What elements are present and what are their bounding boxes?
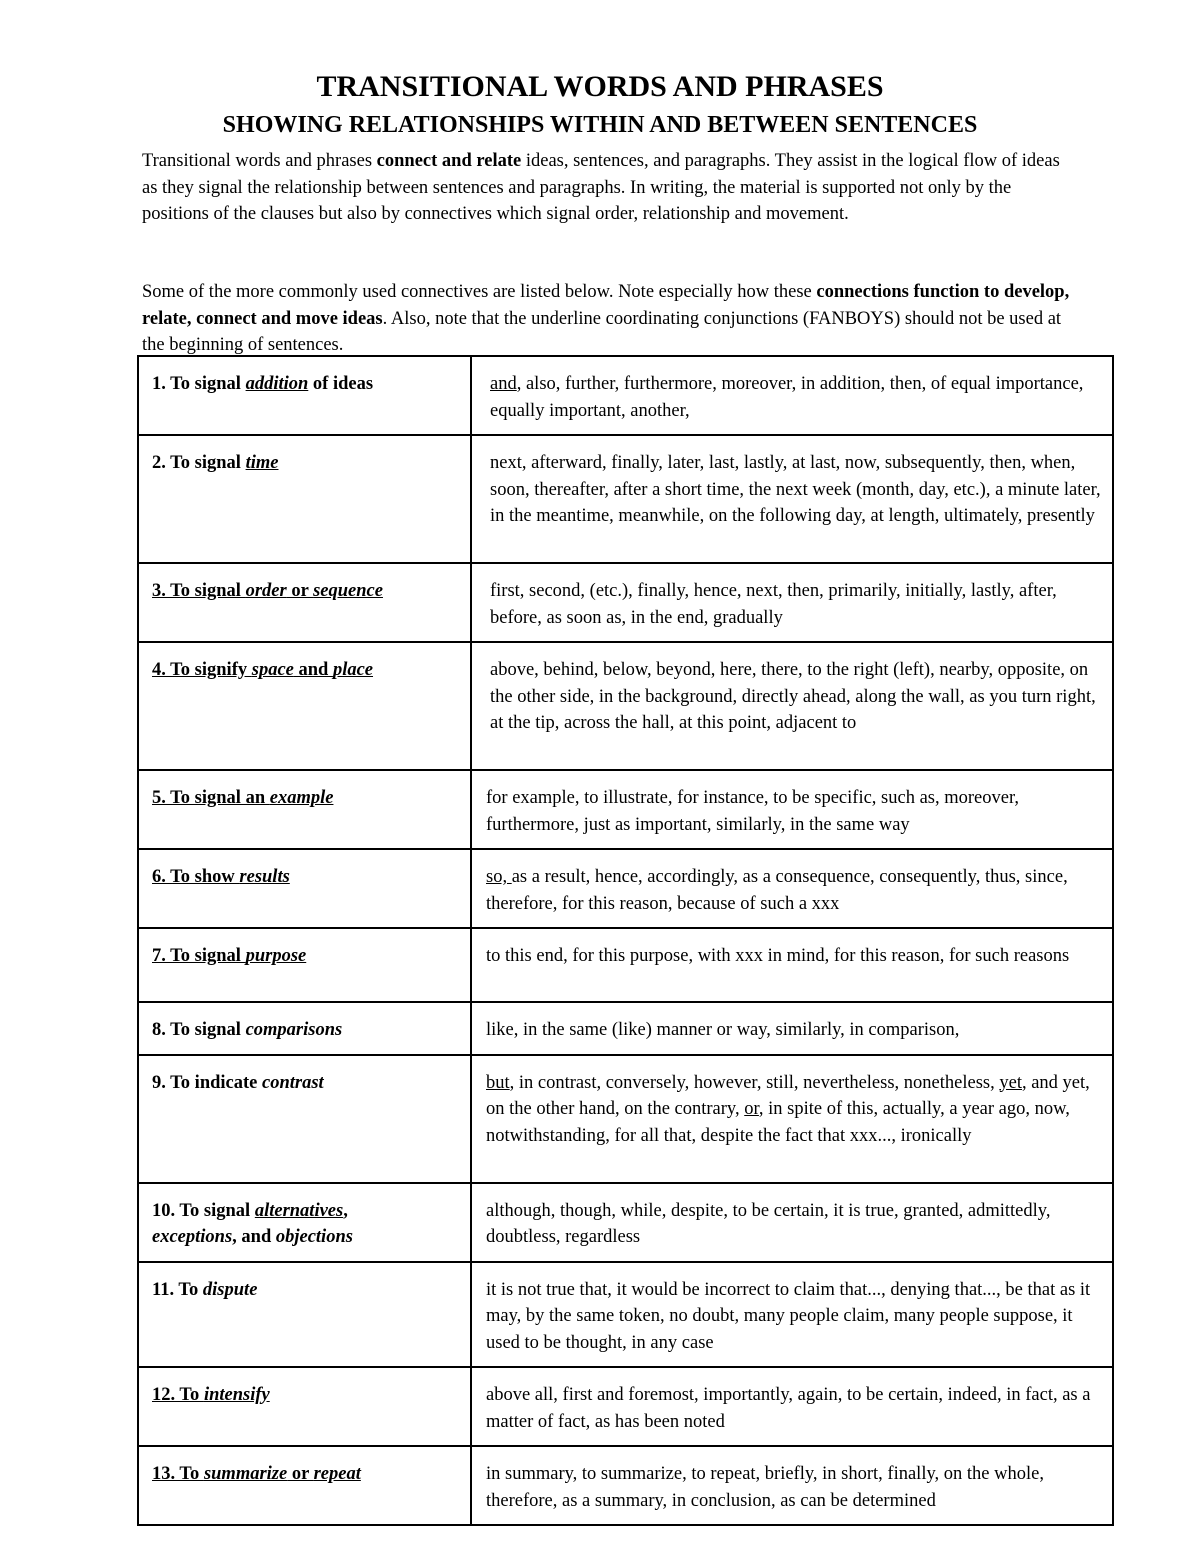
table-row bbox=[138, 356, 1113, 435]
intro-paragraph-2: Some of the more commonly used connectives are listed below. Note especially how these connections function to develop, relate, connect and move ideas. Also, note that the underline coordinating conjunctions (FANBOYS) should not be used at the beginning of sentences. bbox=[142, 282, 1070, 355]
table-row bbox=[138, 770, 1113, 849]
category-label: 3. To signal order or sequence bbox=[138, 563, 471, 642]
connectives-list: and, also, further, furthermore, moreover, in addition, then, of equal importance, equally important, another, bbox=[471, 356, 1113, 435]
connectives-list: in summary, to summarize, to repeat, briefly, in short, finally, on the whole, therefore, as a summary, in conclusion, as can be determined bbox=[471, 1446, 1113, 1525]
category-label: 9. To indicate contrast bbox=[138, 1055, 471, 1183]
table-row bbox=[138, 1183, 1113, 1262]
connectives-list: like, in the same (like) manner or way, similarly, in comparison, bbox=[471, 1002, 1113, 1055]
table-row bbox=[138, 563, 1113, 642]
connectives-list: for example, to illustrate, for instance, to be specific, such as, moreover, furthermore, just as important, similarly, in the same way bbox=[471, 770, 1113, 849]
category-label: 1. To signal addition of ideas bbox=[138, 356, 471, 435]
table-row bbox=[138, 1055, 1113, 1183]
connectives-list: first, second, (etc.), finally, hence, next, then, primarily, initially, lastly, after, before, as soon as, in the end, gradually bbox=[471, 563, 1113, 642]
table-row bbox=[138, 435, 1113, 563]
category-label: 12. To intensify bbox=[138, 1367, 471, 1446]
category-label: 8. To signal comparisons bbox=[138, 1002, 471, 1055]
connectives-list: above all, first and foremost, importantly, again, to be certain, indeed, in fact, as a matter of fact, as has been noted bbox=[471, 1367, 1113, 1446]
connectives-list: although, though, while, despite, to be certain, it is true, granted, admittedly, doubtless, regardless bbox=[471, 1183, 1113, 1262]
table-row bbox=[138, 1367, 1113, 1446]
category-label: 11. To dispute bbox=[138, 1262, 471, 1368]
table-row bbox=[138, 1262, 1113, 1368]
connectives-list: to this end, for this purpose, with xxx in mind, for this reason, for such reasons bbox=[471, 928, 1113, 1002]
page-subtitle: SHOWING RELATIONSHIPS WITHIN AND BETWEEN SENTENCES bbox=[222, 112, 978, 138]
table-row bbox=[138, 642, 1113, 770]
intro-paragraph-1: Transitional words and phrases connect and relate ideas, sentences, and paragraphs. They assist in the logical flow of ideas as they signal the relationship between sentences and paragraphs. In writing, the material is supported not only by the positions of the clauses but also by connectives which signal order, relationship and movement. bbox=[142, 151, 1060, 224]
category-label: 4. To signify space and place bbox=[138, 642, 471, 770]
category-label: 2. To signal time bbox=[138, 435, 471, 563]
category-label: 13. To summarize or repeat bbox=[138, 1446, 471, 1525]
connectives-list: above, behind, below, beyond, here, there, to the right (left), nearby, opposite, on the other side, in the background, directly ahead, along the wall, as you turn right, at the tip, across the hall, at this point, adjacent to bbox=[471, 642, 1113, 770]
page-title: TRANSITIONAL WORDS AND PHRASES bbox=[316, 70, 884, 103]
connectives-table bbox=[137, 355, 1114, 1526]
table-row bbox=[138, 928, 1113, 1002]
category-label: 6. To show results bbox=[138, 849, 471, 928]
connectives-list: so, as a result, hence, accordingly, as a consequence, consequently, thus, since, therefore, for this reason, because of such a xxx bbox=[471, 849, 1113, 928]
connectives-list: but, in contrast, conversely, however, still, nevertheless, nonetheless, yet, and yet, on the other hand, on the contrary, or, in spite of this, actually, a year ago, now, notwithstanding, for all that, despite the fact that xxx..., ironically bbox=[471, 1055, 1113, 1183]
connectives-list: next, afterward, finally, later, last, lastly, at last, now, subsequently, then, when, soon, thereafter, after a short time, the next week (month, day, etc.), a minute later, in the meantime, meanwhile, on the following day, at length, ultimately, presently bbox=[471, 435, 1113, 563]
table-row bbox=[138, 1002, 1113, 1055]
category-label: 7. To signal purpose bbox=[138, 928, 471, 1002]
category-label: 5. To signal an example bbox=[138, 770, 471, 849]
category-label: 10. To signal alternatives, exceptions, and objections bbox=[138, 1183, 471, 1262]
table-row bbox=[138, 1446, 1113, 1525]
table-row bbox=[138, 849, 1113, 928]
connectives-list: it is not true that, it would be incorrect to claim that..., denying that..., be that as it may, by the same token, no doubt, many people claim, many people suppose, it used to be thought, in any case bbox=[471, 1262, 1113, 1368]
